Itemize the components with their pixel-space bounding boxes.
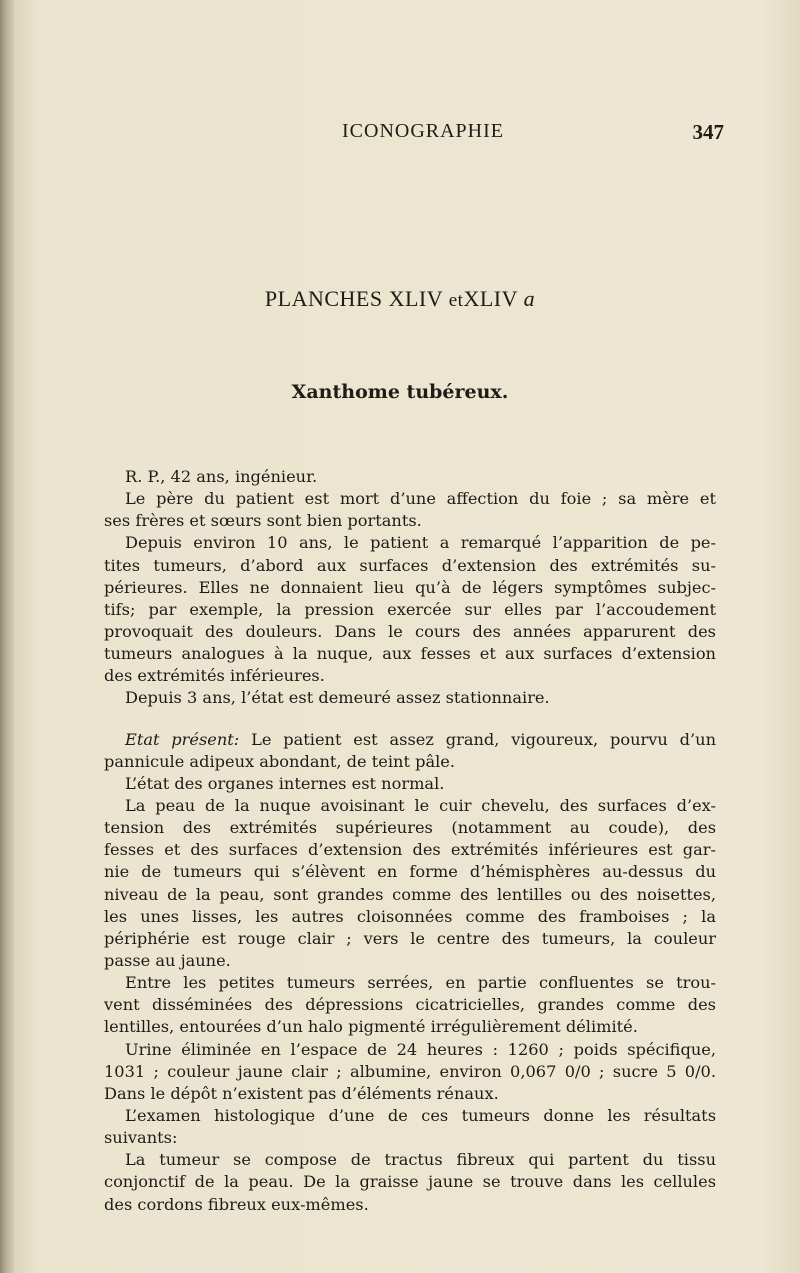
text-line (104, 643, 716, 665)
text-line-content: R. P., 42 ans, ingénieur. (125, 467, 318, 486)
text-line-content: Dans le dépôt n’existent pas d’éléments rénaux. (104, 1083, 499, 1103)
page-number: 347 (692, 120, 724, 144)
paragraph-gap (104, 710, 716, 729)
text-line-content: Le père du patient est mort d’une affection du foie ; sa mère et (125, 489, 716, 509)
text-line (104, 906, 716, 928)
text-line-content: pannicule adipeux abondant, de teint pâle. (104, 751, 456, 771)
text-line (104, 1083, 716, 1105)
text-line-content: tension des extrémités supérieures (notamment au coude), des (104, 818, 716, 838)
text-line (104, 621, 716, 643)
text-line-content: conjonctif de la peau. De la graisse jaune se trouve dans les cellules (104, 1172, 716, 1192)
text-line (104, 1127, 716, 1149)
running-head (104, 120, 724, 146)
text-line-content: nie de tumeurs qui s’élèvent en forme d’hémisphères au-dessus du (104, 862, 716, 882)
text-line (104, 861, 716, 883)
text-line (104, 839, 716, 861)
section-heading: Xanthome tubéreux. (291, 381, 509, 403)
text-line (104, 1039, 716, 1061)
text-line-content: tites tumeurs, d’abord aux surfaces d’extension des extrémités su- (104, 555, 716, 575)
text-line-content: 1031 ; couleur jaune clair ; albumine, environ 0,067 0/0 ; sucre 5 0/0. (104, 1061, 716, 1081)
text-line-content: passe au jaune. (104, 950, 231, 970)
text-line (104, 687, 716, 709)
book-binding-edge (0, 0, 14, 1273)
text-line (104, 665, 716, 687)
plate-title-second: XLIV (463, 286, 518, 311)
text-line (104, 1016, 716, 1038)
text-line (104, 1061, 716, 1083)
running-head-title: ICONOGRAPHIE (342, 120, 504, 142)
text-line (104, 532, 716, 554)
text-line (104, 555, 716, 577)
text-line-content: Urine éliminée en l’espace de 24 heures : 1260 ; poids spécifique, (125, 1039, 716, 1059)
text-line-content: tifs; par exemple, la pression exercée sur elles par l’accoudement (104, 599, 716, 619)
text-line (104, 1105, 716, 1127)
body-text (104, 466, 716, 1216)
text-line (104, 994, 716, 1016)
text-line-content: des extrémités inférieures. (104, 666, 325, 686)
text-line-content: fesses et des surfaces d’extension des extrémités inférieures est gar- (104, 840, 716, 860)
text-line-content: provoquait des douleurs. Dans le cours des années apparurent des (104, 621, 716, 641)
text-line-content: périphérie est rouge clair ; vers le centre des tumeurs, la couleur (104, 928, 716, 948)
text-line-content: suivants: (104, 1128, 178, 1148)
text-line-content: Entre les petites tumeurs serrées, en partie confluentes se trou- (125, 973, 716, 993)
text-line-content: Le patient est assez grand, vigoureux, pourvu d’un (239, 729, 716, 749)
plate-title (0, 286, 800, 312)
text-line-content: les unes lisses, les autres cloisonnées comme des framboises ; la (104, 906, 716, 926)
text-line-content: vent disséminées des dépressions cicatricielles, grandes comme des (104, 995, 716, 1015)
text-line (104, 729, 716, 751)
text-line (104, 1194, 716, 1216)
text-line (104, 1171, 716, 1193)
text-line (104, 950, 716, 972)
text-line (104, 817, 716, 839)
plate-title-et: et (448, 290, 464, 311)
text-line-content: Depuis environ 10 ans, le patient a remarqué l’apparition de pe- (125, 533, 716, 553)
text-line-content: périeures. Elles ne donnaient lieu qu’à de légers symptômes subjec- (104, 577, 716, 597)
text-line-content: La tumeur se compose de tractus fibreux qui partent du tissu (125, 1150, 716, 1170)
text-line (104, 884, 716, 906)
italic-lead: Etat présent: (125, 729, 240, 749)
text-line-content: L’examen histologique d’une de ces tumeurs donne les résultats (125, 1105, 716, 1125)
text-line (104, 751, 716, 773)
text-line (104, 773, 716, 795)
text-line (104, 577, 716, 599)
text-line-content: L’état des organes internes est normal. (125, 773, 445, 793)
text-line (104, 510, 716, 532)
plate-title-suffix: a (523, 286, 536, 311)
text-line (104, 972, 716, 994)
text-line-content: Depuis 3 ans, l’état est demeuré assez stationnaire. (125, 688, 550, 708)
text-line (104, 1149, 716, 1171)
text-line (104, 599, 716, 621)
text-line-content: des cordons fibreux eux-mêmes. (104, 1194, 369, 1214)
text-line (104, 795, 716, 817)
text-line-content: niveau de la peau, sont grandes comme des lentilles ou des noisettes, (104, 884, 716, 904)
text-line-content: tumeurs analogues à la nuque, aux fesses et aux surfaces d’extension (104, 644, 716, 664)
text-line-content: La peau de la nuque avoisinant le cuir chevelu, des surfaces d’ex- (125, 795, 716, 815)
text-line-content: lentilles, entourées d’un halo pigmenté irrégulièrement délimité. (104, 1017, 638, 1037)
text-line (104, 466, 716, 488)
plate-title-main: PLANCHES XLIV (264, 286, 443, 311)
text-line (104, 928, 716, 950)
text-line (104, 488, 716, 510)
text-line-content: ses frères et sœurs sont bien portants. (104, 511, 422, 531)
